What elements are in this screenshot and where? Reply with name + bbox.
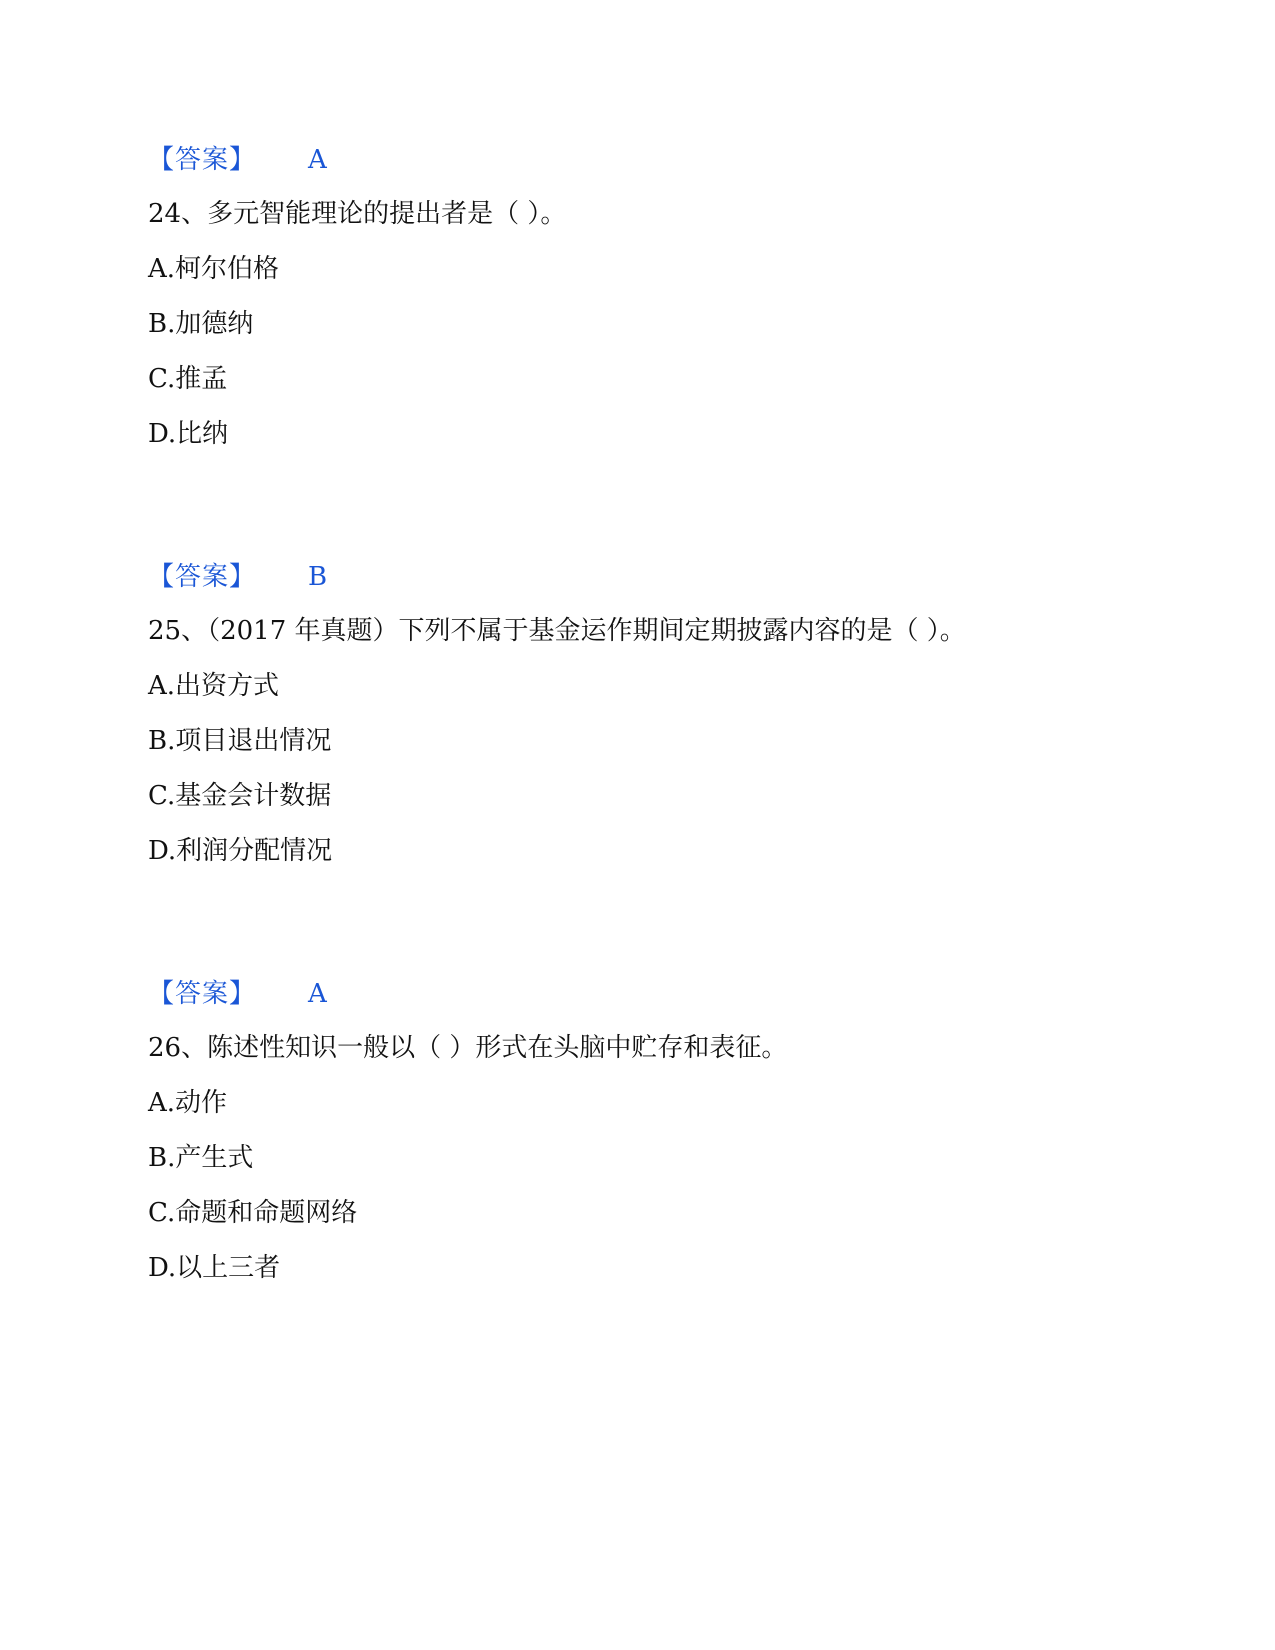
option-24-c: C.推孟: [148, 364, 228, 394]
option-26-c: C.命题和命题网络: [148, 1198, 358, 1228]
option-25-d: D.利润分配情况: [148, 836, 333, 866]
answer-25: [148, 978, 327, 1010]
answer-label: 【答案】: [148, 979, 257, 1009]
option-26-a: A.动作: [148, 1088, 228, 1118]
option-25-b: B.项目退出情况: [148, 726, 332, 756]
answer-24: [148, 561, 328, 593]
answer-value: A: [308, 145, 327, 175]
option-24-b: B.加德纳: [148, 309, 254, 339]
answer-value: A: [308, 979, 327, 1009]
question-25: 25、（2017 年真题）下列不属于基金运作期间定期披露内容的是（ ）。: [148, 616, 966, 646]
answer-23: [148, 144, 327, 176]
option-26-b: B.产生式: [148, 1143, 254, 1173]
answer-label: 【答案】: [148, 562, 257, 592]
option-25-a: A.出资方式: [148, 671, 280, 701]
option-24-a: A.柯尔伯格: [148, 254, 280, 284]
option-25-c: C.基金会计数据: [148, 781, 332, 811]
option-24-d: D.比纳: [148, 419, 229, 449]
answer-label: 【答案】: [148, 145, 257, 175]
question-24: 24、多元智能理论的提出者是（ ）。: [148, 199, 567, 229]
answer-value: B: [308, 562, 328, 592]
question-26: 26、陈述性知识一般以（ ）形式在头脑中贮存和表征。: [148, 1033, 788, 1063]
option-26-d: D.以上三者: [148, 1253, 281, 1283]
